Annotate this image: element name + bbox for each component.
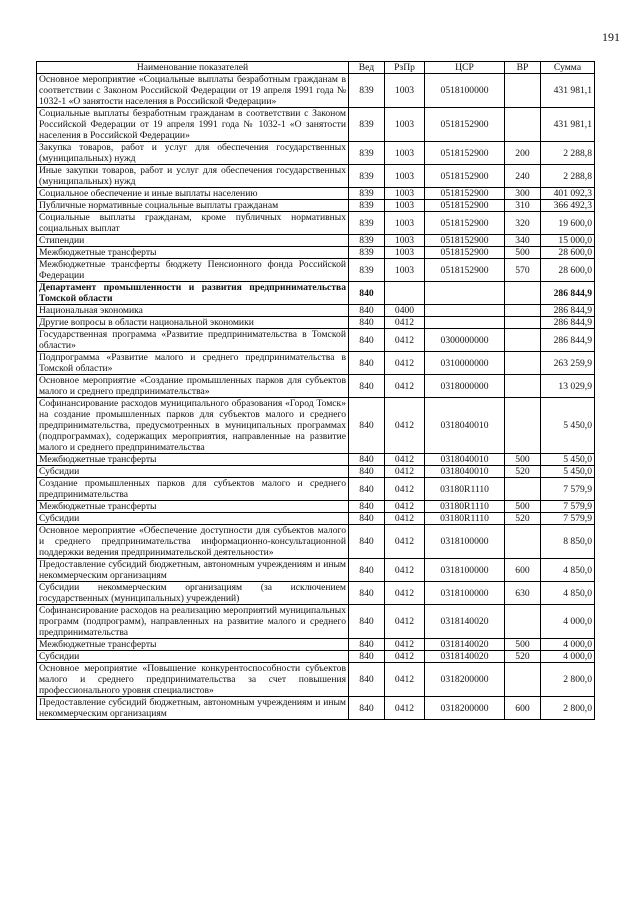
- cell-ved: 839: [349, 247, 385, 259]
- table-row: [37, 305, 595, 317]
- table-row: [37, 282, 595, 305]
- cell-vr: 520: [505, 513, 541, 525]
- cell-vr: [505, 74, 541, 108]
- cell-rzpr: 1003: [385, 74, 425, 108]
- cell-csr: 0318100000: [425, 559, 505, 582]
- page-number: 191: [602, 30, 620, 44]
- cell-vr: [505, 663, 541, 697]
- cell-ved: 840: [349, 305, 385, 317]
- cell-rzpr: 1003: [385, 235, 425, 247]
- cell-vr: 300: [505, 188, 541, 200]
- cell-name: Иные закупки товаров, работ и услуг для обеспечения государственных (муниципальных) нужд: [37, 165, 349, 188]
- cell-vr: 200: [505, 142, 541, 165]
- cell-vr: [505, 352, 541, 375]
- cell-rzpr: 0400: [385, 305, 425, 317]
- cell-rzpr: 0412: [385, 513, 425, 525]
- table-row: [37, 200, 595, 212]
- cell-rzpr: [385, 282, 425, 305]
- cell-sum: 8 850,0: [541, 525, 595, 559]
- cell-sum: 7 579,9: [541, 513, 595, 525]
- cell-sum: 2 288,8: [541, 165, 595, 188]
- cell-rzpr: 1003: [385, 259, 425, 282]
- cell-rzpr: 0412: [385, 375, 425, 398]
- cell-csr: 0318040010: [425, 466, 505, 478]
- cell-name: Стипендии: [37, 235, 349, 247]
- cell-rzpr: 1003: [385, 200, 425, 212]
- cell-sum: 15 000,0: [541, 235, 595, 247]
- cell-rzpr: 0412: [385, 582, 425, 605]
- cell-sum: 263 259,9: [541, 352, 595, 375]
- header-csr: ЦСР: [425, 62, 505, 74]
- cell-sum: 4 000,0: [541, 605, 595, 639]
- cell-csr: 0518152900: [425, 259, 505, 282]
- cell-sum: 28 600,0: [541, 259, 595, 282]
- table-row: [37, 235, 595, 247]
- table-row: [37, 329, 595, 352]
- cell-rzpr: 1003: [385, 142, 425, 165]
- cell-sum: 366 492,3: [541, 200, 595, 212]
- cell-rzpr: 1003: [385, 188, 425, 200]
- cell-rzpr: 0412: [385, 454, 425, 466]
- cell-sum: 2 800,0: [541, 663, 595, 697]
- table-row: [37, 398, 595, 454]
- cell-ved: 840: [349, 639, 385, 651]
- table-row: [37, 513, 595, 525]
- cell-csr: 0518152900: [425, 188, 505, 200]
- table-row: [37, 582, 595, 605]
- cell-name: Публичные нормативные социальные выплаты гражданам: [37, 200, 349, 212]
- cell-ved: 839: [349, 235, 385, 247]
- cell-csr: 0318100000: [425, 582, 505, 605]
- cell-sum: 431 981,1: [541, 74, 595, 108]
- cell-sum: 2 800,0: [541, 697, 595, 720]
- cell-ved: 840: [349, 478, 385, 501]
- cell-ved: 839: [349, 142, 385, 165]
- cell-csr: 03180R1110: [425, 501, 505, 513]
- cell-name: Софинансирование расходов муниципального образования «Город Томск» на создание промышленных парков для субъектов малого и среднего предпринимательства, предусмотренных в муниципальных программах (подпрограммах), содержащих мероприятия, направленные на развитие малого и среднего предпринимательства: [37, 398, 349, 454]
- cell-name: Межбюджетные трансферты: [37, 247, 349, 259]
- cell-name: Социальные выплаты гражданам, кроме публичных нормативных социальных выплат: [37, 212, 349, 235]
- cell-csr: 0518152900: [425, 165, 505, 188]
- budget-table: [36, 61, 595, 720]
- cell-vr: 240: [505, 165, 541, 188]
- cell-sum: 431 981,1: [541, 108, 595, 142]
- cell-csr: [425, 282, 505, 305]
- header-vr: ВР: [505, 62, 541, 74]
- cell-rzpr: 0412: [385, 398, 425, 454]
- cell-ved: 840: [349, 398, 385, 454]
- cell-vr: [505, 375, 541, 398]
- table-row: [37, 108, 595, 142]
- cell-name: Субсидии: [37, 513, 349, 525]
- cell-csr: 0518152900: [425, 108, 505, 142]
- cell-ved: 840: [349, 513, 385, 525]
- cell-vr: 340: [505, 235, 541, 247]
- cell-rzpr: 0412: [385, 525, 425, 559]
- cell-name: Социальные выплаты безработным гражданам в соответствии с Законом Российской Федерации от 19 апреля 1991 года № 1032-1 «О занятости населения в Российской Федерации»: [37, 108, 349, 142]
- cell-vr: 500: [505, 639, 541, 651]
- cell-vr: 600: [505, 697, 541, 720]
- table-row: [37, 188, 595, 200]
- cell-sum: 286 844,9: [541, 305, 595, 317]
- cell-csr: [425, 305, 505, 317]
- table-row: [37, 663, 595, 697]
- cell-name: Предоставление субсидий бюджетным, автономным учреждениям и иным некоммерческим организациям: [37, 697, 349, 720]
- cell-rzpr: 0412: [385, 559, 425, 582]
- table-header-row: [37, 62, 595, 74]
- cell-name: Основное мероприятие «Социальные выплаты безработным гражданам в соответствии с Законом Российской Федерации от 19 апреля 1991 года № 1032-1 «О занятости населения в Российской Федерации»: [37, 74, 349, 108]
- cell-csr: 0518152900: [425, 212, 505, 235]
- table-row: [37, 165, 595, 188]
- table-row: [37, 142, 595, 165]
- table-row: [37, 697, 595, 720]
- cell-sum: 4 850,0: [541, 582, 595, 605]
- cell-name: Другие вопросы в области национальной экономики: [37, 317, 349, 329]
- cell-sum: 401 092,3: [541, 188, 595, 200]
- cell-name: Межбюджетные трансферты бюджету Пенсионного фонда Российской Федерации: [37, 259, 349, 282]
- table-row: [37, 501, 595, 513]
- cell-ved: 840: [349, 352, 385, 375]
- cell-name: Софинансирование расходов на реализацию мероприятий муниципальных программ (подпрограмм), направленных на развитие малого и среднего предпринимательства: [37, 605, 349, 639]
- table-row: [37, 375, 595, 398]
- cell-name: Субсидии: [37, 651, 349, 663]
- cell-vr: 310: [505, 200, 541, 212]
- cell-rzpr: 1003: [385, 212, 425, 235]
- cell-rzpr: 0412: [385, 329, 425, 352]
- cell-name: Подпрограмма «Развитие малого и среднего предпринимательства в Томской области»: [37, 352, 349, 375]
- cell-ved: 840: [349, 651, 385, 663]
- cell-rzpr: 1003: [385, 247, 425, 259]
- cell-sum: 5 450,0: [541, 454, 595, 466]
- cell-sum: 286 844,9: [541, 282, 595, 305]
- cell-ved: 840: [349, 605, 385, 639]
- cell-vr: 630: [505, 582, 541, 605]
- table-row: [37, 651, 595, 663]
- cell-name: Основное мероприятие «Обеспечение доступности для субъектов малого и среднего предпринимательства информационно-консультационной поддержки ведения предпринимательской деятельности»: [37, 525, 349, 559]
- cell-rzpr: 0412: [385, 352, 425, 375]
- cell-name: Создание промышленных парков для субъектов малого и среднего предпринимательства: [37, 478, 349, 501]
- cell-rzpr: 0412: [385, 639, 425, 651]
- cell-name: Межбюджетные трансферты: [37, 454, 349, 466]
- cell-vr: [505, 329, 541, 352]
- cell-csr: 03180R1110: [425, 513, 505, 525]
- header-name: Наименование показателей: [37, 62, 349, 74]
- cell-csr: 0518100000: [425, 74, 505, 108]
- cell-rzpr: 0412: [385, 466, 425, 478]
- cell-sum: 5 450,0: [541, 466, 595, 478]
- cell-sum: 19 600,0: [541, 212, 595, 235]
- cell-ved: 839: [349, 108, 385, 142]
- cell-vr: 520: [505, 466, 541, 478]
- cell-rzpr: 0412: [385, 663, 425, 697]
- cell-name: Департамент промышленности и развития предпринимательства Томской области: [37, 282, 349, 305]
- cell-sum: 286 844,9: [541, 329, 595, 352]
- cell-csr: 0318140020: [425, 651, 505, 663]
- table-row: [37, 247, 595, 259]
- cell-rzpr: 0412: [385, 501, 425, 513]
- cell-rzpr: 0412: [385, 651, 425, 663]
- table-row: [37, 559, 595, 582]
- cell-csr: 0318200000: [425, 663, 505, 697]
- cell-vr: [505, 282, 541, 305]
- header-sum: Сумма: [541, 62, 595, 74]
- cell-csr: 03180R1110: [425, 478, 505, 501]
- cell-vr: 500: [505, 247, 541, 259]
- cell-csr: 0518152900: [425, 200, 505, 212]
- cell-ved: 840: [349, 282, 385, 305]
- cell-csr: 0300000000: [425, 329, 505, 352]
- cell-ved: 840: [349, 697, 385, 720]
- cell-vr: [505, 108, 541, 142]
- table-row: [37, 317, 595, 329]
- cell-rzpr: 0412: [385, 478, 425, 501]
- cell-sum: 4 000,0: [541, 639, 595, 651]
- cell-ved: 839: [349, 188, 385, 200]
- cell-sum: 286 844,9: [541, 317, 595, 329]
- cell-ved: 840: [349, 501, 385, 513]
- cell-vr: [505, 605, 541, 639]
- table-row: [37, 639, 595, 651]
- cell-name: Социальное обеспечение и иные выплаты населению: [37, 188, 349, 200]
- cell-name: Субсидии: [37, 466, 349, 478]
- cell-vr: 600: [505, 559, 541, 582]
- cell-csr: 0318140020: [425, 639, 505, 651]
- cell-csr: 0518152900: [425, 247, 505, 259]
- cell-vr: 500: [505, 454, 541, 466]
- cell-vr: 500: [505, 501, 541, 513]
- cell-rzpr: 1003: [385, 165, 425, 188]
- table-row: [37, 605, 595, 639]
- cell-sum: 2 288,8: [541, 142, 595, 165]
- cell-csr: 0518152900: [425, 235, 505, 247]
- cell-ved: 839: [349, 259, 385, 282]
- cell-ved: 840: [349, 454, 385, 466]
- cell-name: Закупка товаров, работ и услуг для обеспечения государственных (муниципальных) нужд: [37, 142, 349, 165]
- header-rzpr: РзПр: [385, 62, 425, 74]
- table-row: [37, 454, 595, 466]
- table-row: [37, 525, 595, 559]
- cell-csr: 0518152900: [425, 142, 505, 165]
- table-row: [37, 466, 595, 478]
- cell-name: Субсидии некоммерческим организациям (за исключением государственных (муниципальных) учреждений): [37, 582, 349, 605]
- cell-name: Межбюджетные трансферты: [37, 501, 349, 513]
- cell-vr: [505, 317, 541, 329]
- cell-vr: [505, 398, 541, 454]
- cell-csr: [425, 317, 505, 329]
- cell-vr: [505, 478, 541, 501]
- cell-ved: 840: [349, 525, 385, 559]
- table-row: [37, 478, 595, 501]
- cell-name: Государственная программа «Развитие предпринимательства в Томской области»: [37, 329, 349, 352]
- cell-vr: 570: [505, 259, 541, 282]
- cell-csr: 0318200000: [425, 697, 505, 720]
- cell-csr: 0318000000: [425, 375, 505, 398]
- cell-ved: 839: [349, 74, 385, 108]
- cell-ved: 839: [349, 200, 385, 212]
- cell-ved: 840: [349, 317, 385, 329]
- cell-ved: 840: [349, 582, 385, 605]
- cell-name: Основное мероприятие «Повышение конкурентоспособности субъектов малого и среднего предпринимательства за счет повышения профессионального уровня специалистов»: [37, 663, 349, 697]
- cell-name: Межбюджетные трансферты: [37, 639, 349, 651]
- cell-rzpr: 1003: [385, 108, 425, 142]
- cell-vr: [505, 525, 541, 559]
- cell-vr: 520: [505, 651, 541, 663]
- cell-ved: 840: [349, 466, 385, 478]
- cell-sum: 13 029,9: [541, 375, 595, 398]
- cell-ved: 839: [349, 165, 385, 188]
- cell-rzpr: 0412: [385, 317, 425, 329]
- cell-name: Предоставление субсидий бюджетным, автономным учреждениям и иным некоммерческим организациям: [37, 559, 349, 582]
- cell-name: Основное мероприятие «Создание промышленных парков для субъектов малого и среднего предпринимательства»: [37, 375, 349, 398]
- cell-csr: 0310000000: [425, 352, 505, 375]
- cell-csr: 0318040010: [425, 398, 505, 454]
- cell-rzpr: 0412: [385, 697, 425, 720]
- cell-ved: 839: [349, 212, 385, 235]
- table-row: [37, 74, 595, 108]
- cell-name: Национальная экономика: [37, 305, 349, 317]
- table-row: [37, 212, 595, 235]
- cell-csr: 0318040010: [425, 454, 505, 466]
- cell-csr: 0318100000: [425, 525, 505, 559]
- cell-sum: 28 600,0: [541, 247, 595, 259]
- table-row: [37, 259, 595, 282]
- cell-ved: 840: [349, 663, 385, 697]
- cell-sum: 5 450,0: [541, 398, 595, 454]
- cell-ved: 840: [349, 329, 385, 352]
- cell-csr: 0318140020: [425, 605, 505, 639]
- cell-ved: 840: [349, 375, 385, 398]
- cell-rzpr: 0412: [385, 605, 425, 639]
- cell-vr: [505, 305, 541, 317]
- cell-ved: 840: [349, 559, 385, 582]
- table-body: [37, 74, 595, 720]
- cell-vr: 320: [505, 212, 541, 235]
- header-ved: Вед: [349, 62, 385, 74]
- cell-sum: 4 000,0: [541, 651, 595, 663]
- cell-sum: 4 850,0: [541, 559, 595, 582]
- table-row: [37, 352, 595, 375]
- cell-sum: 7 579,9: [541, 478, 595, 501]
- cell-sum: 7 579,9: [541, 501, 595, 513]
